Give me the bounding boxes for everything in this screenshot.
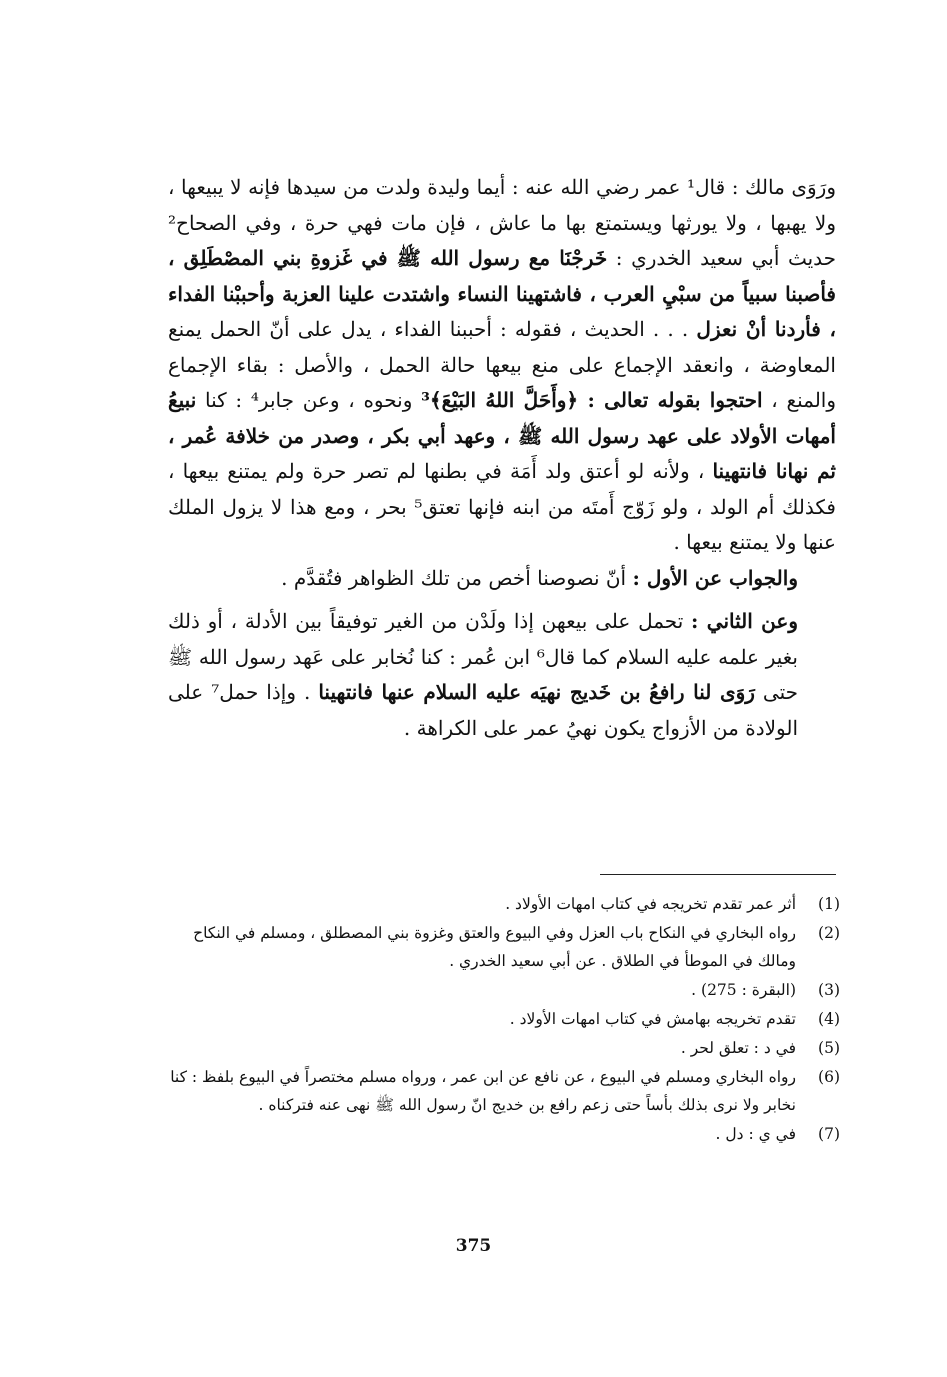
hadith-text-bold: نبيعُ أمهات الأولاد على عهد رسول الله ﷺ ، وعهد أبي بكر ، وصدر من خلافة عُمر ، ثم نهانا فانتهينا	[168, 388, 836, 483]
footnote	[160, 1034, 840, 1062]
footnote	[160, 919, 840, 975]
answer-heading: والجواب عن الأول :	[632, 565, 798, 590]
text-run: تحمل على بيعهن إذا ولَدْن من الغير توفيقاً بين الأدلة ، أو ذلك بغير علمه عليه السلام كما قال⁶ ابن عُمر : كنا نُخابر على عَهد رسول الله ﷺ حتى	[168, 609, 798, 704]
footnote	[160, 976, 840, 1004]
footnote-number: (5)	[818, 1039, 840, 1057]
text-run: . . . الحديث ، فقوله : أحببنا الفداء ، يدل على أنّ الحمل يمنع المعاوضة ، وانعقد الإجماع على منع بيعها حالة الحمل ، والأصل : بقاء الإجماع والمنع ،	[168, 317, 837, 412]
answer-heading: وعن الثاني :	[691, 609, 798, 633]
footnote-text: رواه البخاري في النكاح باب العزل وفي البيوع والعتق وغزوة بني المصطلق ، ومسلم في النكاح ومالك في الموطأ في الطلاق . عن أبي سعيد الخدري .	[193, 924, 796, 970]
footnote-number: (7)	[818, 1125, 840, 1143]
paragraph-1	[168, 170, 836, 561]
footnote-number: (4)	[818, 1010, 840, 1028]
quran-quote-bold: احتجوا بقوله تعالى : ﴿وأَحَلَّ اللهُ البَيْعَ﴾³	[421, 388, 763, 412]
footnote-text: تقدم تخريجه بهامش في كتاب امهات الأولاد .	[509, 1010, 796, 1028]
hadith-text-bold: رَوَى لنا رافعُ بن خَديج نهيَه عليه السلام عنها فانتهينا	[318, 680, 755, 704]
footnote-number: (6)	[818, 1068, 840, 1086]
text-run: أنّ نصوصنا أخص من تلك الظواهر فتُقدَّم .	[281, 565, 627, 590]
page-number: 375	[455, 1236, 492, 1256]
footnote	[160, 1005, 840, 1033]
footnotes	[160, 890, 840, 1149]
text-run: ونحوه ، وعن جابر⁴ : كنا	[205, 388, 413, 412]
footnote	[160, 890, 840, 918]
main-text	[168, 170, 836, 746]
footnote-text: (البقرة : 275) .	[691, 981, 796, 999]
text-run: ورَوَى مالك : قال¹ عمر رضي الله عنه : أيما وليدة ولدت من سيدها فإنه لا يبيعها ، ولا يهبها ، ولا يورثها ويستمتع بها ما عاش ، فإن مات فهي حرة ، وفي الصحاح² حديث أبي سعيد الخدري :	[168, 175, 837, 270]
footnote-number: (1)	[818, 895, 840, 913]
footnote-text: في ي : دل .	[715, 1125, 796, 1143]
footnote-text: رواه البخاري ومسلم في البيوع ، عن نافع عن ابن عمر ، ورواه مسلم مختصراً في البيوع بلفظ : كنا نخابر ولا نرى بذلك بأساً حتى زعم رافع بن خديج انّ رسول الله ﷺ نهى عنه فتركناه .	[170, 1068, 796, 1114]
footnote-text: في د : تعلق لحر .	[680, 1039, 796, 1057]
footnote	[160, 1120, 840, 1148]
footnote-number: (3)	[818, 981, 840, 999]
footnote-number: (2)	[818, 924, 840, 942]
paragraph-3	[168, 604, 836, 746]
hadith-text-bold: خَرجْنَا مع رسول الله ﷺ في غَزوةِ بني المصْطَلِق ، فأصبنا سبياً من سبْيِ العرب ، فاشتهينا النساء واشتدت علينا العزبة وأحببْنا الفداء ، فأردنا أنْ نعزل	[168, 246, 837, 341]
paragraph-2	[168, 561, 836, 597]
text-run: . وإذا حمل⁷ على الولادة من الأزواج يكون نهيُ عمر على الكراهة .	[168, 680, 798, 740]
footnote	[160, 1063, 840, 1119]
text-run: ، ولأنه لو أعتق ولد أَمَة في بطنها لم تصر حرة ولم يمتنع بيعها ، فكذلك أم الولد ، ولو زَوّج أَمتَه من ابنه فإنها تعتق⁵ بحر ، ومع هذا لا يزول الملك عنها ولا يمتنع بيعها .	[168, 459, 836, 554]
footnote-text: أثر عمر تقدم تخريجه في كتاب امهات الأولاد .	[505, 895, 796, 913]
footnote-divider	[600, 874, 836, 875]
